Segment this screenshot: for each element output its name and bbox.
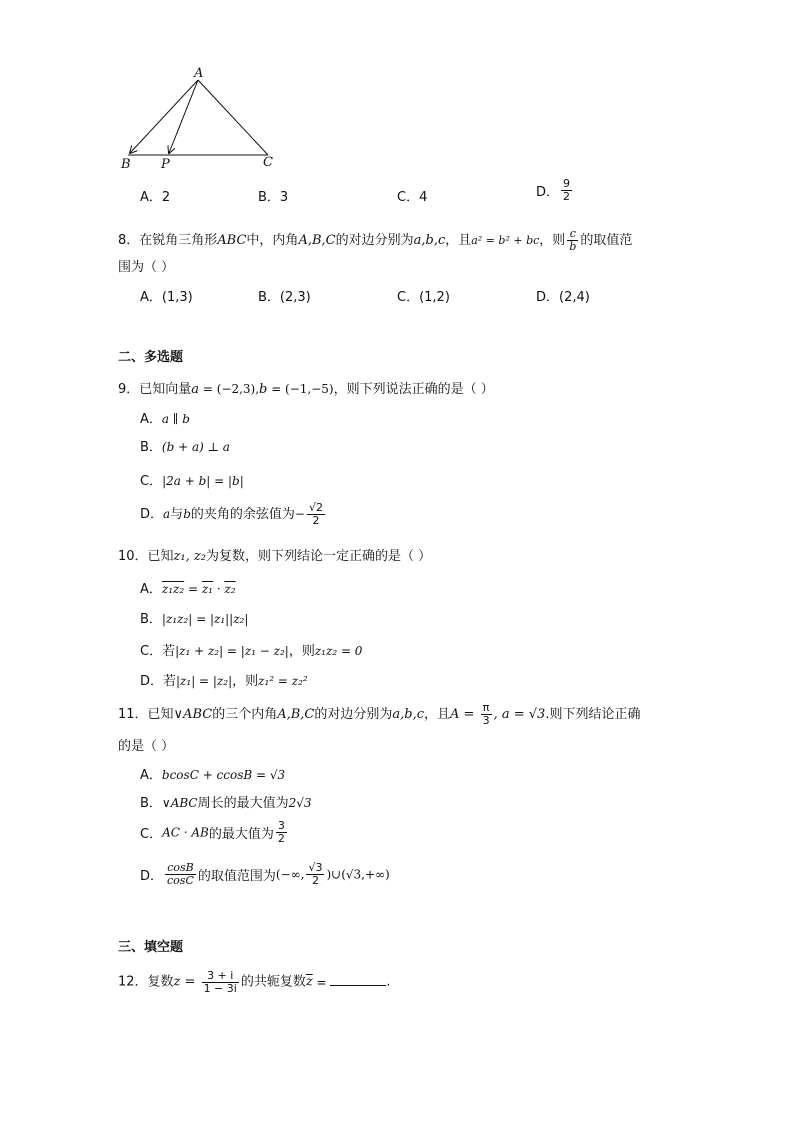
q11-stem (118, 702, 640, 727)
option-label: C．若 (140, 644, 176, 659)
q8-stem (118, 228, 632, 253)
option-expression: (b + a) ⊥ a (161, 440, 230, 454)
option-text: 的取值范围为 (197, 869, 276, 884)
q8-text: ，则 (539, 233, 566, 248)
q9-option-b[interactable] (140, 436, 230, 455)
fraction-denominator: b (569, 240, 577, 253)
fraction-numerator: cosB (165, 862, 196, 875)
equals-sign: = (184, 582, 202, 596)
q12-stem (118, 970, 391, 995)
q11-option-c[interactable] (140, 820, 289, 845)
q9-option-c[interactable] (140, 470, 244, 489)
vector-ab (130, 80, 198, 153)
option-text: 的夹角的余弦值为 (190, 507, 295, 522)
label-b: B (121, 157, 131, 172)
option-expression: |z₁ + z₂| = |z₁ − z₂| (175, 644, 289, 658)
q8-equation: a² = b² + bc (471, 234, 540, 247)
option-value: 2√3 (288, 796, 312, 810)
fraction-denominator: cosC (167, 874, 194, 887)
q10-text: 为复数，则下列结论一定正确的是（ ） (205, 549, 432, 564)
fraction-numerator: 9 (563, 177, 571, 190)
option-label: A． (140, 582, 162, 597)
q11-text: 的对边分别为 (314, 707, 393, 722)
q9-value-a: = (−2,3), (199, 382, 260, 396)
q9-vector-a: a (191, 382, 200, 397)
option-text: ，则 (232, 674, 259, 689)
minus-sign: − (294, 507, 305, 521)
q10-stem (118, 548, 431, 566)
option-label: B． (140, 796, 162, 811)
q8-text: 的取值范 (580, 233, 633, 248)
q9-option-a[interactable] (140, 408, 190, 427)
q7-option-d-label: D． (536, 185, 560, 200)
option-label: B． (140, 440, 162, 455)
q8-sides: a,b,c (413, 233, 446, 248)
conjugate-product: z₁z₂ (161, 582, 185, 596)
option-label: A． (140, 412, 162, 427)
q9-stem (118, 380, 494, 399)
q11-option-c-fraction (276, 820, 287, 845)
q11-text: .则下列结论正确 (545, 707, 641, 722)
q8-text: 的对边分别为 (335, 233, 414, 248)
fraction-denominator: 2 (311, 874, 319, 887)
option-text: ，则 (288, 644, 315, 659)
option-label: C． (140, 474, 163, 489)
option-result: z₁² = z₂² (258, 674, 308, 688)
q9-option-d[interactable] (140, 502, 327, 527)
option-text: 的最大值为 (208, 827, 274, 842)
conjugate-z2: z₂ (224, 582, 236, 596)
q8-text: 中，内角 (246, 233, 299, 248)
q11-option-b[interactable] (140, 792, 312, 811)
vector-b: b (183, 507, 191, 521)
q11-option-d-cos-fraction (165, 862, 196, 887)
option-label: B． (140, 612, 162, 627)
q9-value-b: = (−1,−5) (267, 382, 334, 396)
q10-option-b[interactable] (140, 608, 248, 627)
q8-fraction (567, 228, 578, 253)
q11-side-a: , a = √3 (493, 707, 546, 722)
label-c: C (263, 155, 273, 170)
q8-angles: A,B,C (298, 233, 336, 248)
q11-text: 11．已知 (118, 707, 174, 722)
option-text: 与 (170, 507, 184, 522)
q12-fraction (202, 970, 239, 995)
fraction-denominator: 2 (277, 832, 285, 845)
fraction-denominator: 3 (482, 714, 490, 727)
option-label: D．若 (140, 674, 177, 689)
fraction-denominator: 2 (312, 514, 320, 527)
option-expression: |z₁| = |z₂| (176, 674, 233, 688)
fraction-numerator: 3 (277, 819, 285, 832)
q10-text: 10．已知 (118, 549, 174, 564)
option-triangle: ∨ABC (161, 796, 198, 810)
fraction-numerator: π (481, 702, 492, 715)
q11-option-d-range-fraction (306, 862, 324, 887)
dot-operator: · (213, 582, 225, 596)
fraction-denominator: 2 (563, 190, 571, 203)
q8-stem-line2: 围为（ ） (118, 260, 175, 275)
range-end: )∪(√3,+∞) (326, 867, 390, 882)
q10-option-c[interactable] (140, 640, 362, 659)
label-p: P (161, 157, 170, 172)
segment-ac (198, 80, 268, 155)
q11-pi-fraction (481, 702, 492, 727)
q9-text: 9．已知向量 (118, 382, 192, 397)
q11-angle-a: A = (450, 707, 479, 722)
q8-triangle: ABC (217, 233, 247, 248)
fraction-numerator: √3 (308, 861, 323, 874)
fraction-numerator: 3 + i (202, 970, 239, 983)
q11-angles: A,B,C (277, 707, 315, 722)
q9-vector-b: b (259, 382, 268, 397)
q11-text: 的三个内角 (212, 707, 278, 722)
q11-stem-line2: 的是（ ） (118, 739, 175, 754)
fraction-numerator: √2 (308, 501, 323, 514)
q9-option-d-fraction (307, 502, 325, 527)
fraction-numerator: c (567, 228, 578, 241)
q8-prefix: 8．在锐角三角形 (118, 233, 218, 248)
section-title-multiple-choice: 二、多选题 (118, 350, 184, 365)
option-text: 周长的最大值为 (197, 796, 289, 811)
q7-option-d-fraction (561, 178, 572, 203)
q8-option-d[interactable]: D．(2,4) (536, 290, 590, 305)
option-label: C． (140, 827, 163, 842)
option-expression: AC · AB (162, 825, 209, 840)
q11-text: ，且 (424, 707, 451, 722)
option-expression: |2a + b| = |b| (162, 474, 244, 488)
q7-option-d[interactable] (536, 178, 574, 203)
q8-option-b[interactable]: B．(2,3) (258, 290, 311, 305)
q10-option-a[interactable] (140, 578, 236, 597)
fraction-denominator: 1 − 3i (203, 982, 237, 995)
label-a: A (194, 66, 204, 81)
vector-ap (169, 80, 198, 153)
q8-option-a[interactable]: A．(1,3) (140, 290, 193, 305)
q7-option-c[interactable]: C．4 (397, 190, 428, 205)
triangle-figure (110, 60, 290, 175)
option-label: D． (140, 507, 164, 522)
q11-triangle: ∨ABC (173, 707, 213, 722)
q12-z-conjugate: $\overline{z}$ (305, 974, 313, 990)
option-expression: a ∥ b (161, 412, 190, 426)
q12-text: 的共轭复数 (240, 974, 306, 990)
option-label: A． (140, 768, 162, 783)
q8-option-c[interactable]: C．(1,2) (397, 290, 450, 305)
vector-a: a (163, 507, 171, 521)
option-result: z₁z₂ = 0 (314, 644, 363, 658)
q12-text: 12．复数 (118, 974, 174, 990)
range-start: (−∞, (275, 867, 305, 882)
equals-sign: = (312, 975, 331, 990)
q7-option-a[interactable]: A．2 (140, 190, 171, 205)
option-expression: |z₁z₂| = |z₁||z₂| (161, 612, 249, 626)
section-title-fill-in: 三、填空题 (118, 940, 184, 955)
q8-text: ，且 (445, 233, 472, 248)
option-label: D． (140, 869, 164, 884)
q9-text: ，则下列说法正确的是（ ） (333, 382, 494, 397)
q11-option-a[interactable] (140, 764, 285, 783)
q7-option-b[interactable]: B．3 (258, 190, 289, 205)
option-expression: bcosC + ccosB = √3 (161, 768, 286, 782)
period: . (386, 974, 391, 990)
conjugate-z1: z₁ (201, 582, 213, 596)
answer-blank[interactable] (330, 973, 386, 986)
q11-sides: a,b,c (392, 707, 425, 722)
q12-z: z = (173, 974, 200, 990)
q10-option-d[interactable] (140, 670, 308, 689)
q10-variables: z₁, z₂ (173, 549, 206, 564)
q11-option-d[interactable] (140, 862, 390, 887)
